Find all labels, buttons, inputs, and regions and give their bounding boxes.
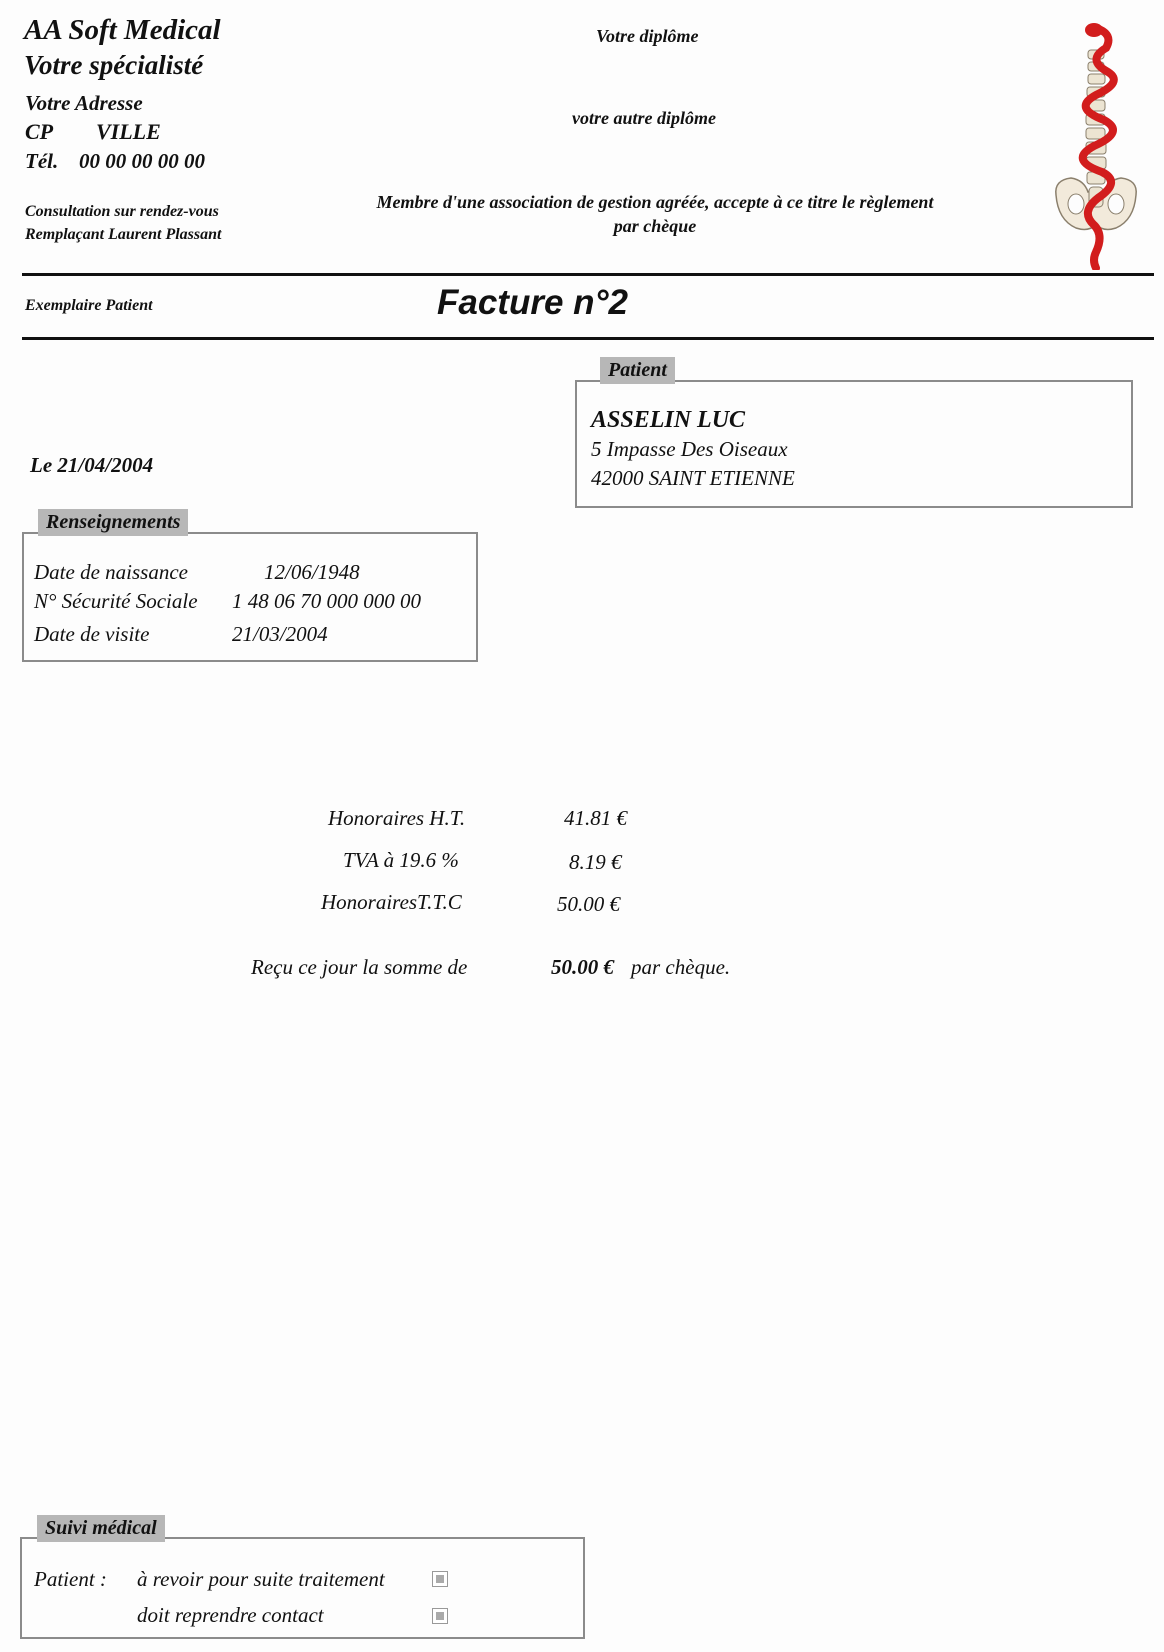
vat-value: 8.19 € [569, 850, 622, 874]
diploma-1: Votre diplôme [596, 26, 699, 46]
city: VILLE [96, 119, 161, 144]
followup-revisit-checkbox[interactable] [432, 1571, 448, 1587]
birth-date-value: 12/06/1948 [264, 560, 360, 584]
fee-ht-label: Honoraires H.T. [328, 806, 466, 830]
consultation-note: Consultation sur rendez-vous [25, 203, 219, 220]
header-divider [22, 273, 1154, 276]
social-security-label: N° Sécurité Sociale [34, 589, 198, 613]
fee-ttc-label: HonorairesT.T.C [321, 890, 462, 914]
company-name: AA Soft Medical [24, 14, 221, 46]
phone-label: Tél. [25, 149, 59, 173]
followup-patient-label: Patient : [34, 1567, 107, 1591]
copy-label: Exemplaire Patient [25, 297, 153, 314]
visit-date-label: Date de visite [34, 622, 150, 646]
received-method: par chèque. [631, 955, 731, 979]
patient-city: 42000 SAINT ETIENNE [591, 466, 795, 490]
medical-followup-label: Suivi médical [37, 1515, 165, 1542]
address-line: Votre Adresse [25, 91, 143, 115]
patient-street: 5 Impasse Des Oiseaux [591, 437, 788, 461]
spine-caduceus-icon [1046, 20, 1146, 270]
followup-option-contact: doit reprendre contact [137, 1603, 324, 1627]
fee-ht-value: 41.81 € [564, 806, 627, 830]
invoice-date: Le 21/04/2004 [30, 453, 154, 477]
diploma-2: votre autre diplôme [572, 108, 716, 128]
received-value: 50.00 € [551, 955, 614, 979]
followup-option-revisit: à revoir pour suite traitement [137, 1567, 385, 1591]
info-box-label: Renseignements [38, 509, 188, 536]
specialist-title: Votre spécialisté [24, 50, 204, 80]
phone-number: 00 00 00 00 00 [79, 149, 205, 173]
fee-ttc-value: 50.00 € [557, 892, 620, 916]
postal-code: CP [25, 119, 54, 144]
patient-name: ASSELIN LUC [591, 407, 746, 433]
vat-label: TVA à 19.6 % [343, 848, 459, 872]
invoice-title: Facture n°2 [437, 283, 628, 322]
membership-note: Membre d'une association de gestion agréée, accepte à ce titre le règlement par chèque [376, 192, 934, 236]
birth-date-label: Date de naissance [34, 560, 188, 584]
followup-contact-checkbox[interactable] [432, 1608, 448, 1624]
replacement-note: Remplaçant Laurent Plassant [25, 226, 222, 243]
social-security-value: 1 48 06 70 000 000 00 [232, 589, 421, 613]
visit-date-value: 21/03/2004 [232, 622, 328, 646]
patient-box-label: Patient [600, 357, 675, 384]
title-divider [22, 337, 1154, 340]
received-label: Reçu ce jour la somme de [251, 955, 468, 979]
